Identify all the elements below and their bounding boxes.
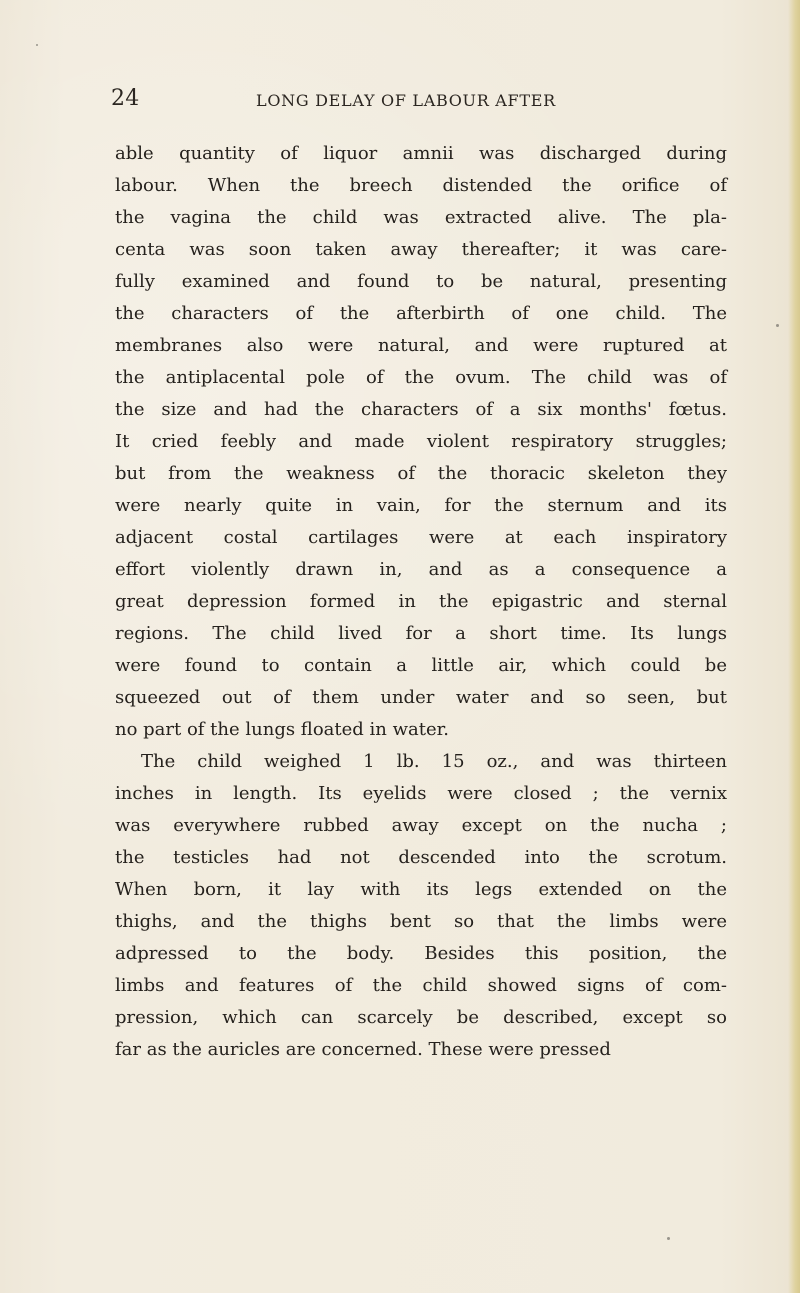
- text-line: limbs and features of the child showed signs of com-: [115, 975, 727, 997]
- text-line: the characters of the afterbirth of one child. The: [115, 303, 727, 325]
- text-line: were nearly quite in vain, for the sternum and its: [115, 495, 727, 517]
- text-line: great depression formed in the epigastric and sternal: [115, 591, 727, 613]
- text-line: was everywhere rubbed away except on the nucha ;: [115, 815, 727, 837]
- text-line: the vagina the child was extracted alive. The pla-: [115, 207, 727, 229]
- text-line: adpressed to the body. Besides this position, the: [115, 943, 727, 965]
- paper-speck: [667, 1237, 670, 1240]
- paper-speck: [776, 324, 779, 327]
- text-line: adjacent costal cartilages were at each inspiratory: [115, 527, 727, 549]
- text-line: The child weighed 1 lb. 15 oz., and was thirteen: [141, 751, 727, 773]
- text-line: squeezed out of them under water and so seen, but: [115, 687, 727, 709]
- text-line: the antiplacental pole of the ovum. The child was of: [115, 367, 727, 389]
- text-line: regions. The child lived for a short time. Its lungs: [115, 623, 727, 645]
- text-line: It cried feebly and made violent respiratory struggles;: [115, 431, 727, 453]
- text-line: able quantity of liquor amnii was discharged during: [115, 143, 727, 164]
- text-line: inches in length. Its eyelids were closed ; the vernix: [115, 783, 727, 805]
- text-line: no part of the lungs floated in water.: [115, 719, 449, 741]
- text-line: but from the weakness of the thoracic skeleton they: [115, 463, 727, 485]
- running-head: LONG DELAY OF LABOUR AFTER: [256, 91, 556, 110]
- text-line: membranes also were natural, and were ruptured at: [115, 335, 727, 357]
- page-number: 24: [111, 86, 140, 111]
- text-line: When born, it lay with its legs extended on the: [115, 879, 727, 901]
- text-line: were found to contain a little air, which could be: [115, 655, 727, 677]
- page-header: [111, 86, 611, 118]
- text-line: labour. When the breech distended the orifice of: [115, 175, 727, 197]
- text-line: the size and had the characters of a six months' fœtus.: [115, 399, 727, 421]
- text-line: the testicles had not descended into the scrotum.: [115, 847, 727, 869]
- page-edge-shadow: [788, 0, 800, 1293]
- text-line: pression, which can scarcely be described, except so: [115, 1007, 727, 1029]
- text-line: effort violently drawn in, and as a consequence a: [115, 559, 727, 581]
- body-text: [115, 138, 727, 1066]
- text-line: far as the auricles are concerned. These were pressed: [115, 1039, 611, 1061]
- paper-speck: [36, 44, 38, 46]
- text-line: centa was soon taken away thereafter; it was care-: [115, 239, 727, 261]
- text-line: fully examined and found to be natural, presenting: [115, 271, 727, 293]
- text-line: thighs, and the thighs bent so that the limbs were: [115, 911, 727, 933]
